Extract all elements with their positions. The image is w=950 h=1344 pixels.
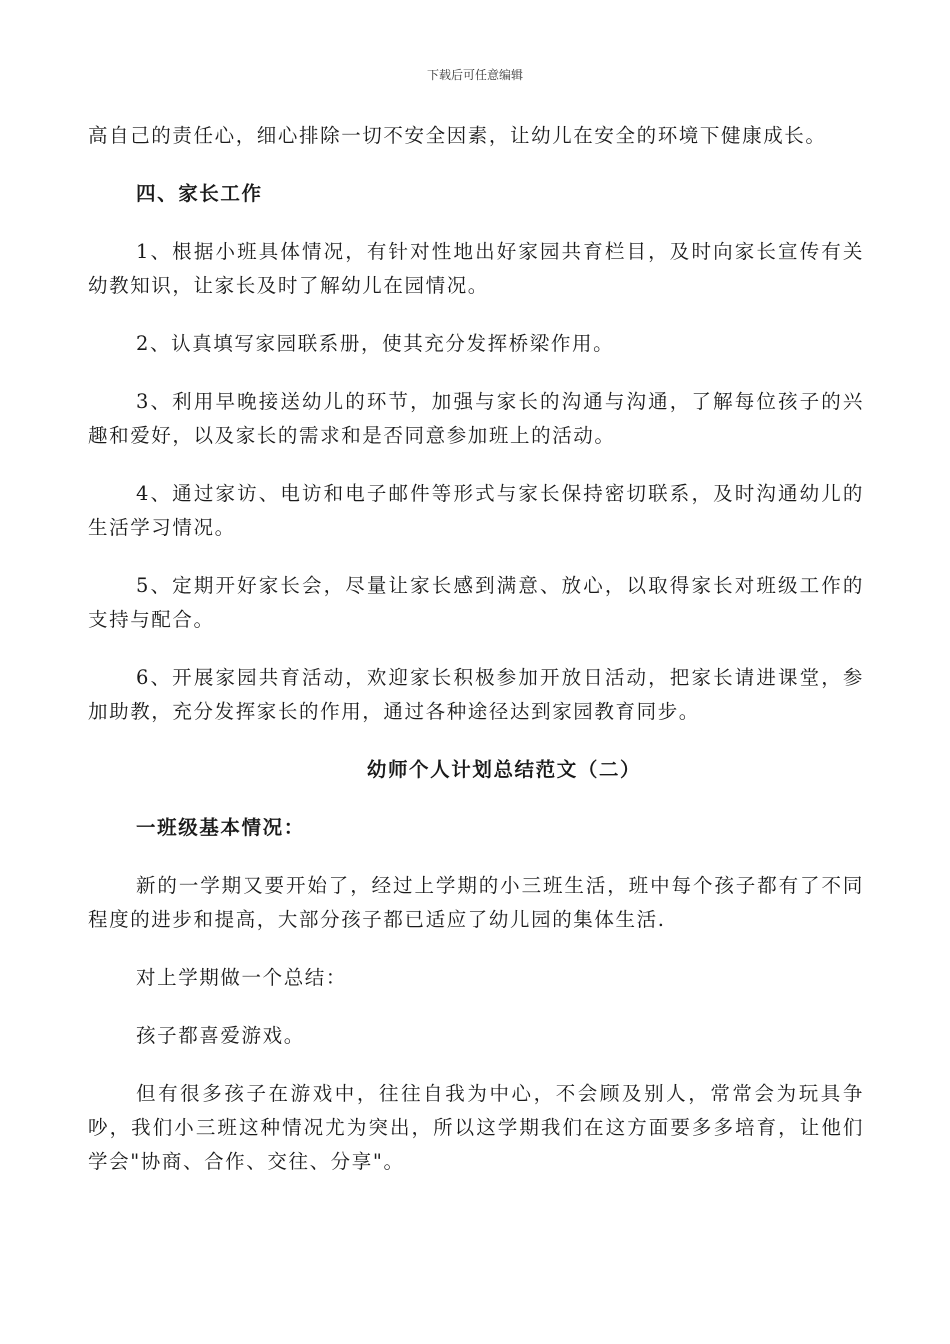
paragraph-games: 孩子都喜爱游戏。 [136, 1024, 305, 1047]
section-heading-parent-work: 四、家长工作 [136, 182, 263, 205]
document-title-2: 幼师个人计划总结范文（二） [366, 758, 642, 781]
paragraph-item-5: 5、定期开好家长会，尽量让家长感到满意、放心，以取得家长对班级工作的支持与配合。 [88, 574, 864, 631]
paragraph-item-6: 6、开展家园共育活动，欢迎家长积极参加开放日活动，把家长请进课堂，参加助教，充分发挥家长的作用，通过各种途径达到家园教育同步。 [88, 666, 864, 723]
paragraph-item-1: 1、根据小班具体情况，有针对性地出好家园共育栏目，及时向家长宣传有关幼教知识，让家长及时了解幼儿在园情况。 [88, 240, 864, 297]
page-header: 下载后可任意编辑 [426, 68, 523, 82]
paragraph-item-3: 3、利用早晚接送幼儿的环节，加强与家长的沟通与沟通，了解每位孩子的兴趣和爱好，以及家长的需求和是否同意参加班上的活动。 [88, 390, 864, 447]
section-heading-class-info: 一班级基本情况： [136, 816, 305, 839]
paragraph-cooperation: 但有很多孩子在游戏中，往往自我为中心，不会顾及别人，常常会为玩具争吵，我们小三班这种情况尤为突出，所以这学期我们在这方面要多多培育，让他们学会"协商、合作、交往、分享"。 [88, 1082, 864, 1173]
paragraph-continuation: 高自己的责任心，细心排除一切不安全因素，让幼儿在安全的环境下健康成长。 [88, 124, 827, 147]
paragraph-item-2: 2、认真填写家园联系册，使其充分发挥桥梁作用。 [136, 332, 615, 355]
paragraph-summary-intro: 对上学期做一个总结： [136, 966, 348, 989]
document-body [88, 119, 864, 1179]
paragraph-item-4: 4、通过家访、电访和电子邮件等形式与家长保持密切联系，及时沟通幼儿的生活学习情况。 [88, 482, 864, 539]
paragraph-new-term: 新的一学期又要开始了，经过上学期的小三班生活，班中每个孩子都有了不同程度的进步和提高，大部分孩子都已适应了幼儿园的集体生活. [88, 874, 864, 931]
